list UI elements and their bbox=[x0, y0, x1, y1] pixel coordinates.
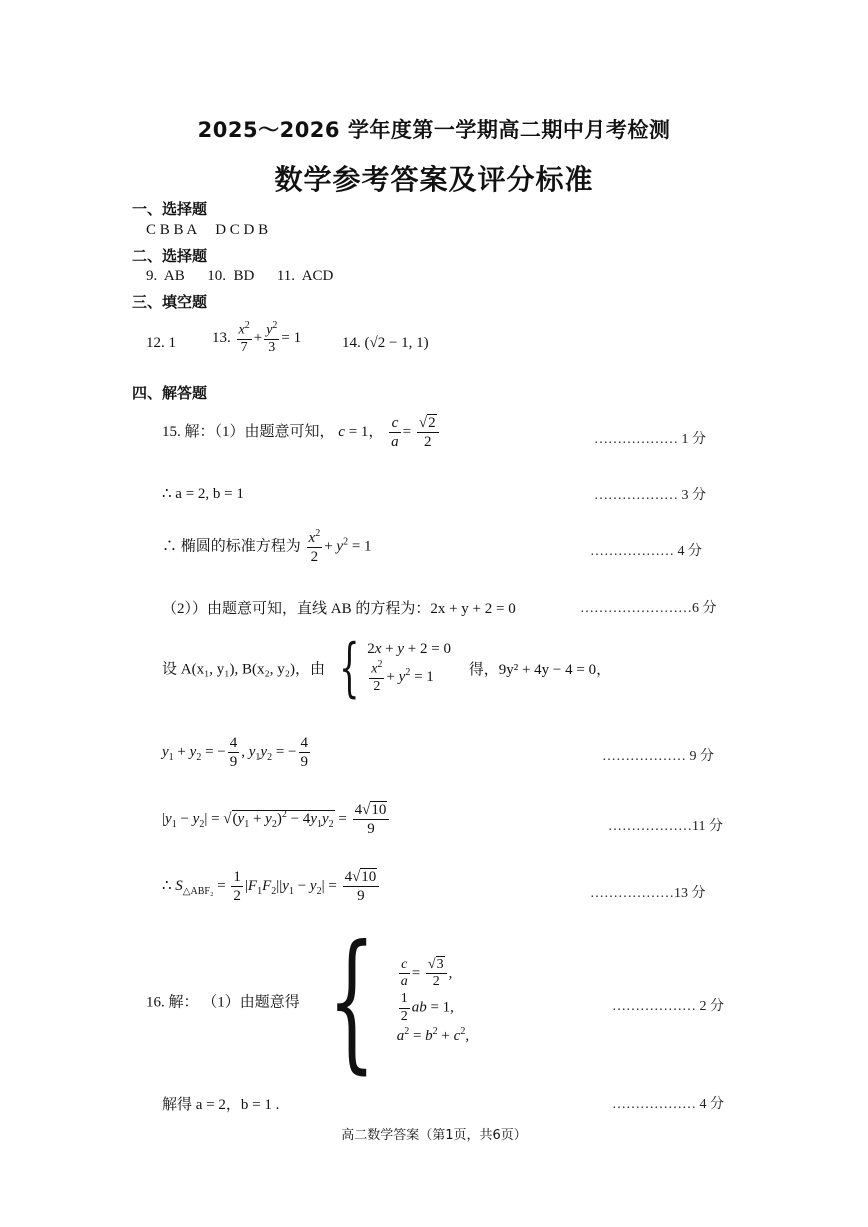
section-heading-solutions: 四、解答题 bbox=[132, 384, 208, 402]
q15-intro: 15. 解：（1）由题意可知， c = 1， $\frac{c}{a}$ = $\frac{√2}{2}$ bbox=[162, 414, 441, 451]
q16-result: 解得 a = 2，b = 1 . bbox=[162, 1097, 280, 1113]
q15-step2: ∴ 椭圆的标准方程为 $\frac{x^2}{2}$ + $y^2 = 1$ bbox=[162, 528, 372, 565]
score-line: ……………… 9 分 bbox=[602, 749, 714, 764]
score-line: ……………… 3 分 bbox=[594, 488, 706, 503]
score-line: ……………… 2 分 bbox=[612, 999, 724, 1014]
score-line: ……………… 4 分 bbox=[612, 1097, 724, 1112]
multi-choice-answers: 9. AB 10. BD 11. ACD bbox=[146, 268, 334, 284]
q16-system: 16. 解： （1）由题意得 { $\frac{c}{a}$ = $\frac{√3}{2}$ , $\frac{1}{2}$ ab = 1, $a^2 = b^2 + c^2$, bbox=[146, 914, 470, 1088]
q15-area: ∴ $S_{\triangle ABF_2}$ = $\frac{1}{2}$ $|F_1F_2||y_1 - y_2|$ = $\frac{4√10}{9}$ bbox=[162, 868, 381, 905]
score-line: ……………… 1 分 bbox=[594, 432, 706, 447]
document-subtitle: 数学参考答案及评分标准 bbox=[274, 163, 594, 196]
score-line: ……………… 4 分 bbox=[590, 544, 702, 559]
q15-vieta: $y_1 + y_2$ = − $\frac{4}{9}$ , $y_1y_2$ = − $\frac{4}{9}$ bbox=[162, 735, 308, 770]
section-heading-choice: 一、选择题 bbox=[132, 200, 208, 218]
q15-difference: $|y_1 - y_2| = √(y_1 + y_2)^2 - 4y_1y_2$ = $\frac{4√10}{9}$ bbox=[162, 801, 391, 838]
choice-answers: C B B A D C D B bbox=[146, 222, 269, 238]
q15-step1: ∴ a = 2, b = 1 bbox=[162, 486, 244, 502]
answer-13-label: 13. bbox=[212, 330, 231, 347]
section-heading-multi-choice: 二、选择题 bbox=[132, 247, 208, 265]
answer-12: 12. 1 bbox=[146, 335, 176, 351]
q15-system: 设 A(x₁, y₁), B(x₂, y₂)，由 { 2x + y + 2 = 0 $\frac{x^2}{2}$ + $y^2 = 1$ 得，9y² + 4y − 4 = 0， bbox=[162, 631, 612, 705]
answer-14: 14. (√2 − 1, 1) bbox=[342, 335, 429, 351]
score-line: ………………11 分 bbox=[608, 819, 723, 834]
q15-part2: （2））由题意可知，直线 AB 的方程为：2x + y + 2 = 0 bbox=[162, 601, 516, 617]
score-line: ………………13 分 bbox=[590, 886, 706, 901]
section-heading-fill: 三、填空题 bbox=[132, 293, 208, 311]
score-line: ……………………6 分 bbox=[580, 601, 717, 616]
document-title: 2025～2026 学年度第一学期高二期中月考检测 bbox=[197, 118, 671, 142]
page-footer: 高二数学答案（第1页，共6页） bbox=[341, 1128, 527, 1143]
answer-13: 13. $\frac{x^2}{7}$ + $\frac{y^2}{3}$ = 1 bbox=[212, 320, 302, 356]
